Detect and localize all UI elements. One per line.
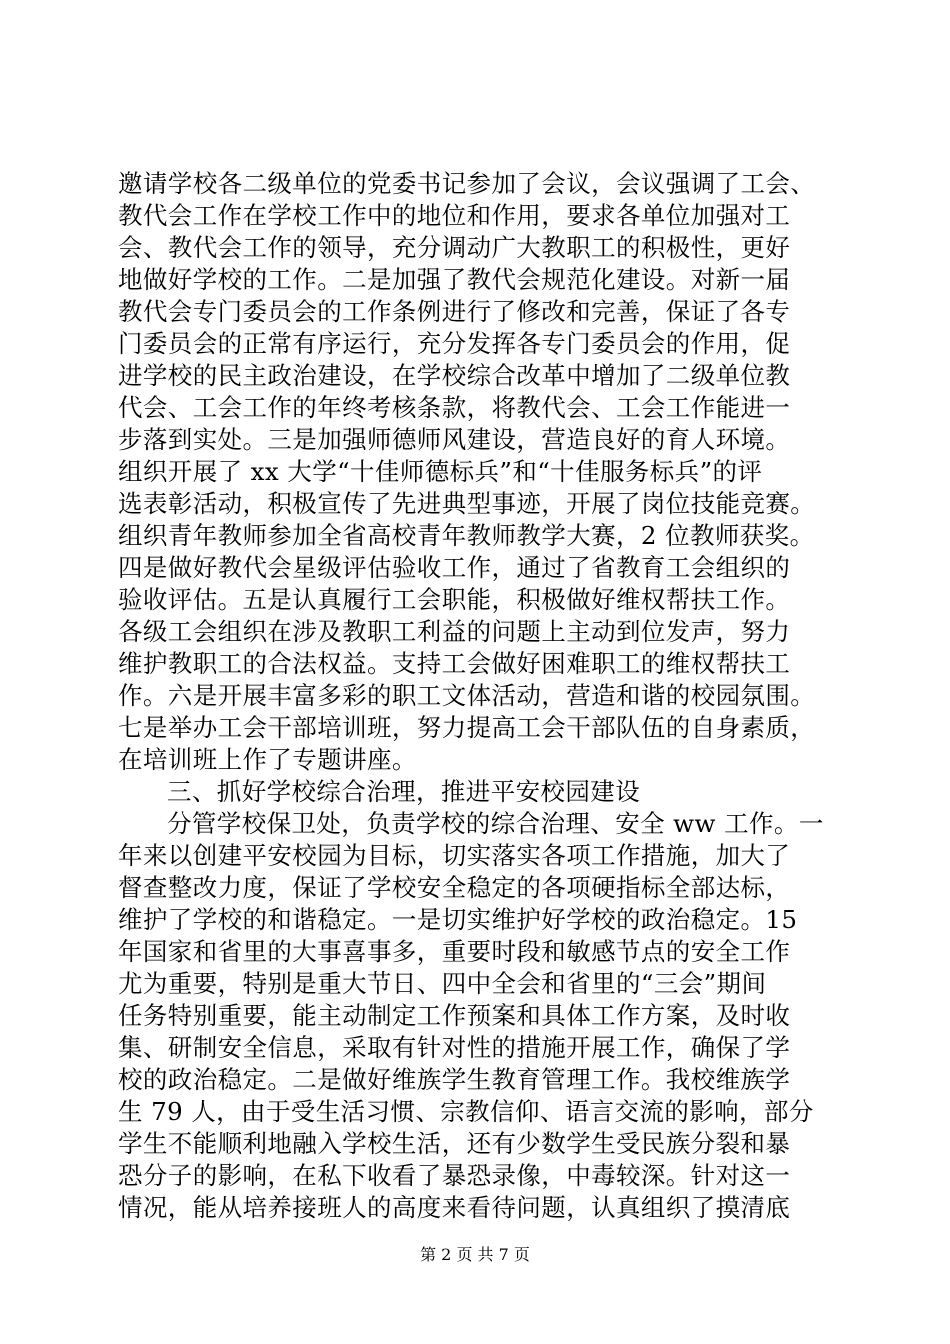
text-line: 教代会工作在学校工作中的地位和作用，要求各单位加强对工 xyxy=(118,201,791,230)
text-line: 年来以创建平安校园为目标，切实落实各项工作措施，加大了 xyxy=(118,841,791,870)
text-line: 生 79 人，由于受生活习惯、宗教信仰、语言交流的影响，部分 xyxy=(118,1097,814,1126)
text-line: 各级工会组织在涉及教职工利益的问题上主动到位发声，努力 xyxy=(118,617,791,646)
text-line: 选表彰活动，积极宣传了先进典型事迹，开展了岗位技能竞赛。 xyxy=(118,489,816,518)
text-line: 督查整改力度，保证了学校安全稳定的各项硬指标全部达标， xyxy=(118,873,791,902)
text-line: 情况，能从培养接班人的高度来看待问题，认真组织了摸清底 xyxy=(118,1193,791,1222)
text-line: 进学校的民主政治建设，在学校综合改革中增加了二级单位教 xyxy=(118,361,791,390)
text-line: 作。六是开展丰富多彩的职工文体活动，营造和谐的校园氛围。 xyxy=(118,681,816,710)
text-line: 会、教代会工作的领导，充分调动广大教职工的积极性，更好 xyxy=(118,233,791,262)
text-line: 尤为重要，特别是重大节日、四中全会和省里的“三会”期间 xyxy=(118,969,767,998)
text-line: 分管学校保卫处，负责学校的综合治理、安全 ww 工作。一 xyxy=(167,809,824,838)
page-footer: 第 2 页 共 7 页 xyxy=(420,1245,530,1264)
text-line: 教代会专门委员会的工作条例进行了修改和完善，保证了各专 xyxy=(118,297,791,326)
document-body xyxy=(118,168,838,1224)
text-line: 维护了学校的和谐稳定。一是切实维护好学校的政治稳定。15 xyxy=(118,905,798,934)
text-line: 地做好学校的工作。二是加强了教代会规范化建设。对新一届 xyxy=(118,265,791,294)
text-line: 年国家和省里的大事喜事多，重要时段和敏感节点的安全工作 xyxy=(118,937,791,966)
text-line: 学生不能顺利地融入学校生活，还有少数学生受民族分裂和暴 xyxy=(118,1129,791,1158)
text-line: 步落到实处。三是加强师德师风建设，营造良好的育人环境。 xyxy=(118,425,791,454)
text-line: 七是举办工会干部培训班，努力提高工会干部队伍的自身素质， xyxy=(118,713,816,742)
text-line: 三、抓好学校综合治理，推进平安校园建设 xyxy=(167,777,641,806)
text-line: 维护教职工的合法权益。支持工会做好困难职工的维权帮扶工 xyxy=(118,649,791,678)
text-line: 组织开展了 xx 大学“十佳师德标兵”和“十佳服务标兵”的评 xyxy=(118,457,763,486)
text-line: 邀请学校各二级单位的党委书记参加了会议，会议强调了工会、 xyxy=(118,169,816,198)
text-line: 恐分子的影响，在私下收看了暴恐录像，中毒较深。针对这一 xyxy=(118,1161,791,1190)
text-line: 验收评估。五是认真履行工会职能，积极做好维权帮扶工作。 xyxy=(118,585,791,614)
text-line: 代会、工会工作的年终考核条款，将教代会、工会工作能进一 xyxy=(118,393,791,422)
text-line: 组织青年教师参加全省高校青年教师教学大赛，2 位教师获奖。 xyxy=(118,521,815,550)
text-line: 在培训班上作了专题讲座。 xyxy=(118,745,417,774)
text-line: 门委员会的正常有序运行，充分发挥各专门委员会的作用，促 xyxy=(118,329,791,358)
text-line: 四是做好教代会星级评估验收工作，通过了省教育工会组织的 xyxy=(118,553,791,582)
text-line: 集、研制安全信息，采取有针对性的措施开展工作，确保了学 xyxy=(118,1033,791,1062)
text-line: 任务特别重要，能主动制定工作预案和具体工作方案，及时收 xyxy=(118,1001,791,1030)
text-line: 校的政治稳定。二是做好维族学生教育管理工作。我校维族学 xyxy=(118,1065,791,1094)
